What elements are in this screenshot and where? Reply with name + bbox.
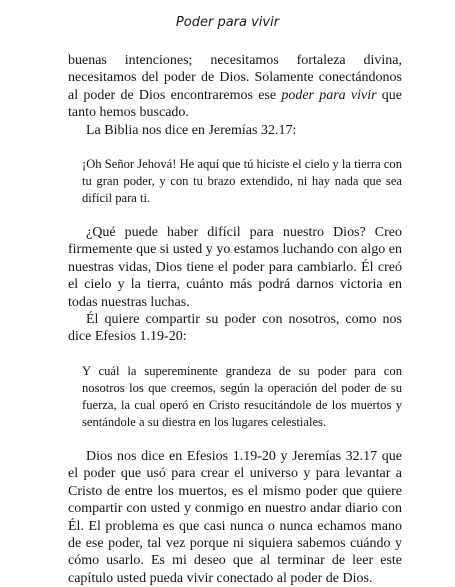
quote-efesios: Y cuál la supereminente grandeza de su poder para con nosotros los que creemos, según la operación del poder de su fuerza, la cual operó en Cristo resucitándole de los muertos y sentándole a su diestra en los lugares celestiales. xyxy=(82,363,402,429)
paragraph-4: Él quiere compartir su poder con nosotros, como nos dice Efesios 1.19-20: xyxy=(68,312,402,345)
paragraph-5: Dios nos dice en Efesios 1.19-20 y Jeremías 32.17 que el poder que usó para crear el universo y para levantar a Cristo de entre los muertos, es el mismo poder que quiere compartir con usted y conmigo en nuestro andar diario con Él. El problema es que casi nunca o nunca echamos mano de ese poder, tal vez porque ni siquiera sabemos cuándo y cómo usarlo. Es mi deseo que al terminar de leer este capítulo usted pueda vivir conectado al poder de Dios. xyxy=(68,448,402,586)
paragraph-1-start: buenas intenciones; necesitamos fortaleza divina, necesitamos del poder de Dios. Solamente conectándonos al poder de Dios encontraremos ese xyxy=(68,53,402,103)
body-text xyxy=(68,52,402,587)
paragraph-3: ¿Qué puede haber difícil para nuestro Dios? Creo firmemente que si usted y yo estamos luchando con algo en nuestras vidas, Dios tiene el poder para cambiarlo. Él creó el cielo y la tierra, cuánto más podrá darnos victoria en todas nuestras luchas. xyxy=(68,225,402,310)
quote-jeremias: ¡Oh Señor Jehová! He aquí que tú hiciste el cielo y la tierra con tu gran poder, y con tu brazo extendido, ni hay nada que sea difícil para ti. xyxy=(82,157,402,206)
running-title: Poder para vivir xyxy=(175,15,280,30)
paragraph-1-end: que tanto hemos buscado. xyxy=(68,87,402,121)
paragraph-2: La Biblia nos dice en Jeremías 32.17: xyxy=(86,122,297,138)
paragraph-1 xyxy=(68,52,402,122)
emphasis-poder-para-vivir: poder para vivir xyxy=(281,87,377,103)
